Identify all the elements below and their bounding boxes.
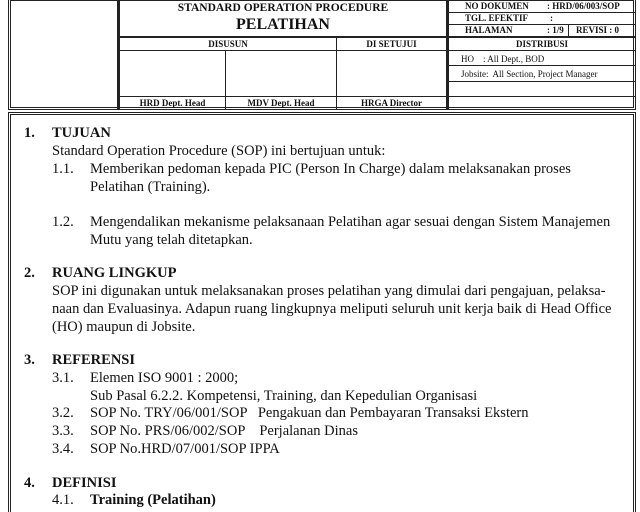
distribusi-jobsite: Jobsite: All Section, Project Manager [461, 69, 598, 79]
disusun-header: DISUSUN [208, 39, 248, 49]
subsection-text: Mengendalikan mekanisme pelaksanaan Pelatihan agar sesuai dengan Sistem Manajemen [90, 214, 611, 230]
subsection-text: Training (Pelatihan) [90, 492, 216, 508]
section-number: 2. [24, 265, 35, 281]
section-heading: TUJUAN [52, 125, 111, 141]
section-number: 1. [24, 125, 35, 141]
section-heading: REFERENSI [52, 352, 135, 368]
section-heading: RUANG LINGKUP [52, 265, 177, 281]
subsection-text-cont: Pelatihan (Training). [90, 179, 211, 195]
paragraph-line: naan dan Evaluasinya. Adapun ruang lingkupnya meliputi seluruh unit kerja baik di Head Office [52, 301, 612, 317]
subsection-text: SOP No. TRY/06/001/SOP Pengakuan dan Pembayaran Transaksi Ekstern [90, 405, 529, 421]
subsection-text: Elemen ISO 9001 : 2000; [90, 370, 239, 386]
subsection-number: 3.2. [52, 405, 74, 421]
doc-title: PELATIHAN [236, 16, 330, 33]
paragraph-line: (HO) maupun di Jobsite. [52, 319, 196, 335]
paragraph-line: Standard Operation Procedure (SOP) ini bertujuan untuk: [52, 143, 386, 159]
distribusi-ho: HO : All Dept., BOD [461, 54, 545, 64]
subsection-text-cont: Sub Pasal 6.2.2. Kompetensi, Training, dan Kepedulian Organisasi [90, 388, 478, 404]
subsection-number: 1.2. [52, 214, 74, 230]
doc-type-title: STANDARD OPERATION PROCEDURE [177, 2, 389, 14]
disetujui-header: DI SETUJUI [366, 39, 417, 49]
subsection-text: SOP No. PRS/06/002/SOP Perjalanan Dinas [90, 423, 359, 439]
tgl-efektif-value: : [550, 13, 553, 23]
halaman-value: : 1/9 [547, 25, 564, 35]
section-heading: DEFINISI [52, 475, 117, 491]
section-number: 3. [24, 352, 35, 368]
no-dokumen-value: : HRD/06/003/SOP [547, 1, 620, 11]
subsection-text: SOP No.HRD/07/001/SOP IPPA [90, 441, 280, 457]
halaman-label: HALAMAN [465, 25, 513, 35]
signer-mdv: MDV Dept. Head [247, 98, 315, 108]
section-number: 4. [24, 475, 35, 491]
tgl-efektif-label: TGL. EFEKTIF [465, 13, 529, 23]
subsection-text: Memberikan pedoman kepada PIC (Person In Charge) dalam melaksanakan proses [90, 161, 571, 177]
subsection-text-cont: Mutu yang telah ditetapkan. [90, 232, 253, 248]
distribusi-header: DISTRIBUSI [515, 39, 569, 49]
subsection-number: 3.1. [52, 370, 74, 386]
signer-hrd: HRD Dept. Head [139, 98, 206, 108]
revisi: REVISI : 0 [576, 25, 620, 35]
subsection-number: 1.1. [52, 161, 74, 177]
subsection-number: 3.4. [52, 441, 74, 457]
paragraph-line: SOP ini digunakan untuk melaksanakan proses pelatihan yang dimulai dari pengajuan, pelaksa- [52, 283, 606, 299]
no-dokumen-label: NO DOKUMEN [465, 1, 529, 11]
subsection-number: 3.3. [52, 423, 74, 439]
signer-hrga: HRGA Director [360, 98, 423, 108]
subsection-number: 4.1. [52, 492, 74, 508]
